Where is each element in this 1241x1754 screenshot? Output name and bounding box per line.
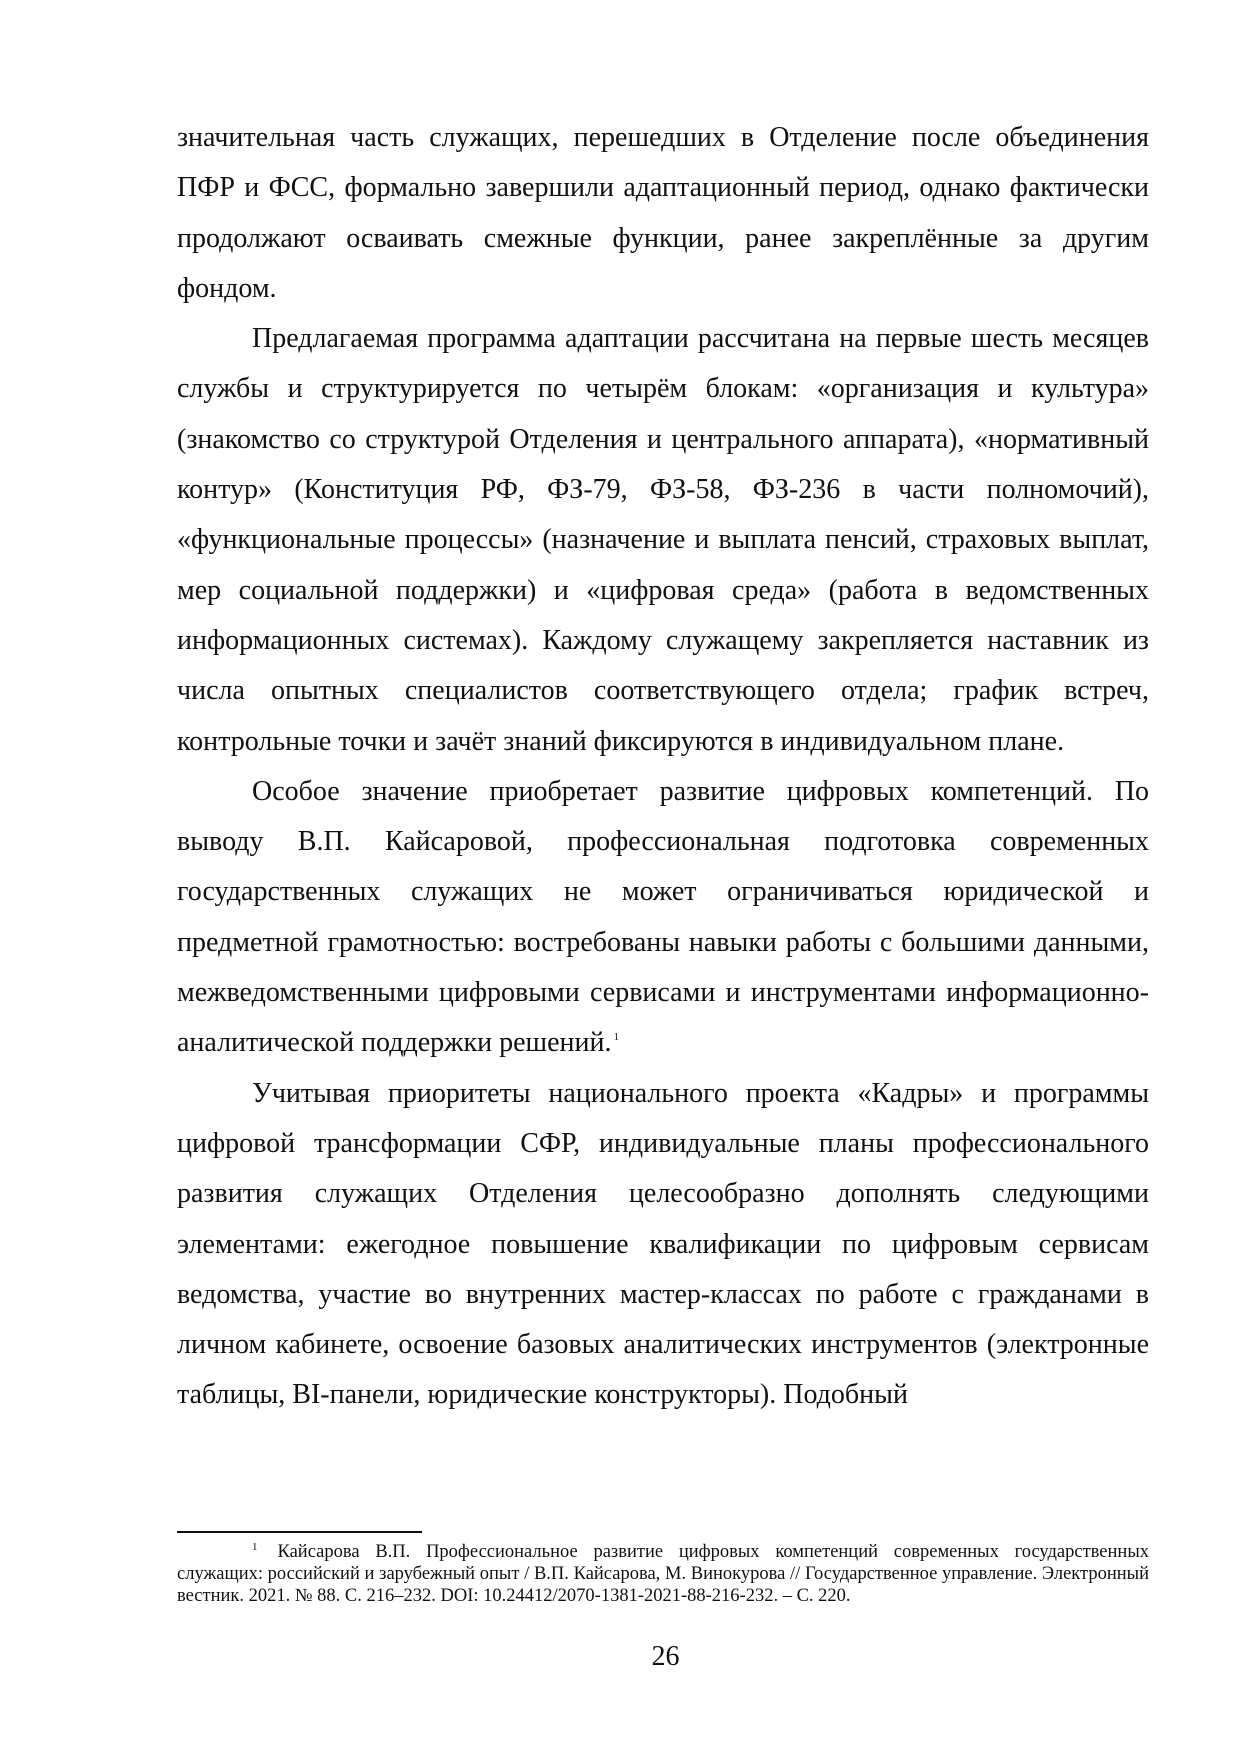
footnote-separator (177, 1531, 422, 1533)
page-number: 26 (651, 1641, 680, 1672)
footnote-entry (177, 1541, 1149, 1607)
paragraph-adaptation-program: Предлагаемая программа адаптации рассчитана на первые шесть месяцев службы и структурируется по четырём блокам: «организация и культура» (знакомство со структурой Отделения и центрального аппарата), «нормативный контур» (Конституция РФ, ФЗ-79, ФЗ-58, ФЗ-236 в части полномочий), «функциональные процессы» (назначение и выплата пенсий, страховых выплат, мер социальной поддержки) и «цифровая среда» (работа в ведомственных информационных системах). Каждому служащему закрепляется наставник из числа опытных специалистов соответствующего отдела; график встреч, контрольные точки и зачёт знаний фиксируются в индивидуальном плане. (177, 323, 1149, 757)
footnote-text: Кайсарова В.П. Профессиональное развитие цифровых компетенций современных государственных служащих: российский и зарубежный опыт / В.П. Кайсарова, М. Винокурова // Государственное управление. Электронный вестник. 2021. № 88. С. 216–232. DOI: 10.24412/2070-1381-2021-88-216-232. – С. 220. (177, 1542, 1149, 1606)
footnote-number: 1 (252, 1541, 258, 1553)
paragraph-digital-competencies (177, 767, 1149, 1069)
paragraph-digital-competencies-text: Особое значение приобретает развитие цифровых компетенций. По выводу В.П. Кайсаровой, профессиональная подготовка современных государственных служащих не может ограничиваться юридической и предметной грамотностью: востребованы навыки работы с большими данными, межведомственными цифровыми сервисами и инструментами информационно-аналитической поддержки решений. (177, 775, 1149, 1059)
paragraph-continuation: значительная часть служащих, перешедших в Отделение после объединения ПФР и ФСС, формально завершили адаптационный период, однако фактически продолжают осваивать смежные функции, ранее закреплённые за другим фондом. (177, 122, 1149, 304)
paragraph-development-plans: Учитывая приоритеты национального проекта «Кадры» и программы цифровой трансформации СФР, индивидуальные планы профессионального развития служащих Отделения целесообразно дополнять следующими элементами: ежегодное повышение квалификации по цифровым сервисам ведомства, участие во внутренних мастер-классах по работе с гражданами в личном кабинете, освоение базовых аналитических инструментов (электронные таблицы, BI-панели, юридические конструкторы). Подобный (177, 1077, 1149, 1411)
footnote (177, 1541, 1149, 1607)
body-text (177, 113, 1149, 1421)
footnote-reference[interactable]: 1 (613, 1031, 619, 1044)
